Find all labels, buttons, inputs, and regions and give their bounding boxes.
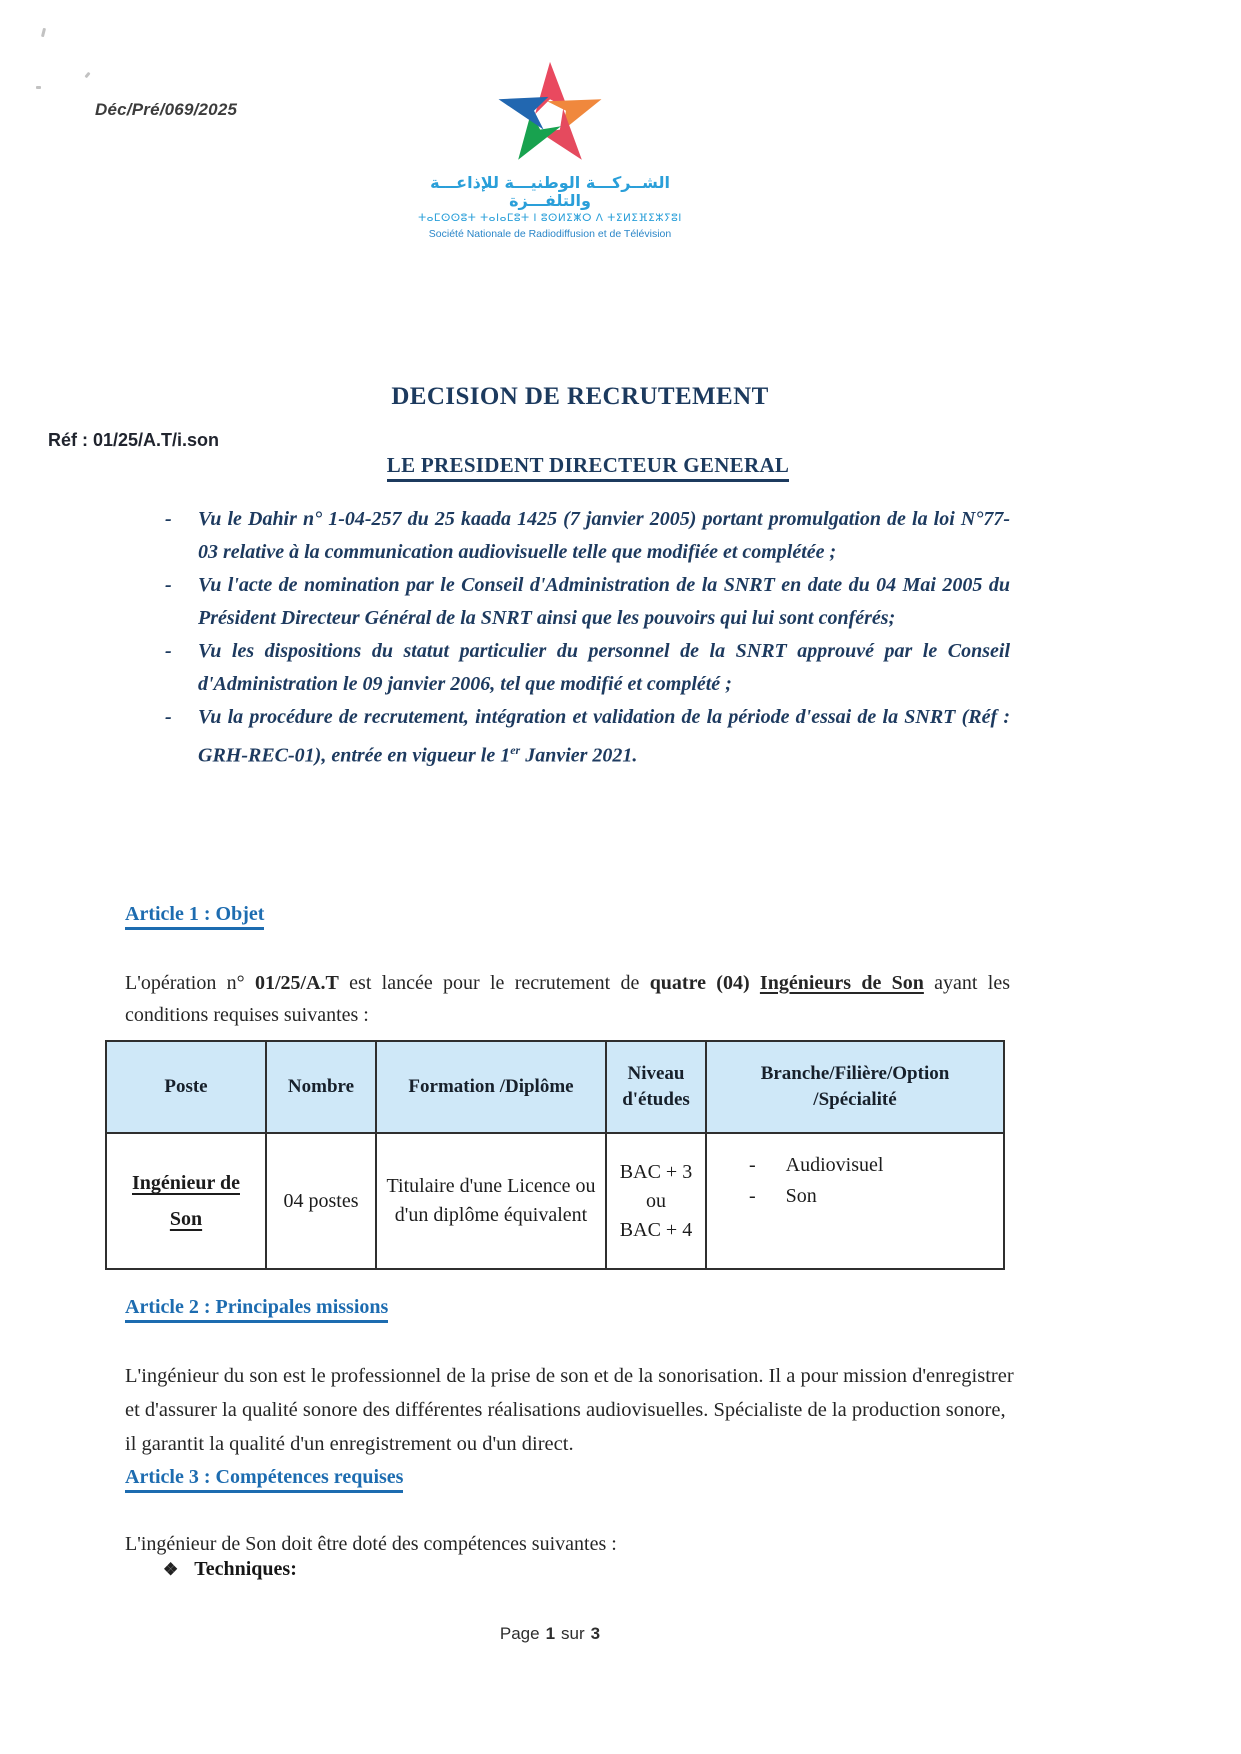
article-2-paragraph: L'ingénieur du son est le professionnel de la prise de son et de la sonorisation. Il a pour mission d'enregistrer et d'assurer la qualité sonore des différentes réalisations audiovisuelles. Spécialiste de la production sonore, il garantit la qualité d'un enregistrement ou d'un direct. xyxy=(125,1364,1014,1455)
branche-value: Son xyxy=(785,1185,817,1207)
niveau-line: BAC + 3 xyxy=(619,1160,693,1183)
list-item xyxy=(165,635,1010,701)
list-item-text: Vu le Dahir n° 1-04-257 du 25 kaada 1425 (7 janvier 2005) portant promulgation de la loi N°77-03 relative à la communication audiovisuelle telle que modifiée et complétée ; xyxy=(198,508,1010,563)
snrt-logo xyxy=(415,60,685,240)
branche-value: Audiovisuel xyxy=(785,1154,884,1176)
article-2-heading-text: Article 2 : Principales missions xyxy=(125,1296,388,1323)
current-page-number: 1 xyxy=(545,1624,556,1643)
logo-tifinagh-name: ⵜⴰⵎⵙⵙⵓⵜ ⵜⴰⵏⴰⵎⵓⵜ ⵏ ⵓⵙⵍⵉⵥⵔ ⴷ ⵜⵉⵍⵉⴼⵉⵣⵢⵓⵏ xyxy=(418,212,682,224)
list-item-text: Vu l'acte de nomination par le Conseil d'Administration de la SNRT en date du 04 Mai 2005 du Président Directeur Général de la SNRT ainsi que les pouvoirs qui lui sont conférés; xyxy=(198,574,1010,629)
list-item-marker: - xyxy=(165,706,172,728)
cell-poste xyxy=(106,1133,266,1269)
diamond-bullet-icon: ❖ xyxy=(163,1560,179,1579)
subtitle-text: LE PRESIDENT DIRECTEUR GENERAL xyxy=(387,453,789,482)
operation-reference: Réf : 01/25/A.T/i.son xyxy=(48,430,220,450)
article-1-paragraph xyxy=(125,968,1010,1031)
logo-arabic-name: الشــركـــة الوطنيـــة للإذاعـــة والتلفـــزة xyxy=(430,173,670,210)
article-3-intro: L'ingénieur de Son doit être doté des compétences suivantes : xyxy=(125,1533,617,1555)
footer-prefix: Page xyxy=(499,1624,540,1643)
positions-count: quatre (04) xyxy=(649,972,750,994)
scan-artifact xyxy=(84,72,90,79)
ordinal-superscript: er xyxy=(510,743,521,757)
col-header-formation: Formation /Diplôme xyxy=(376,1041,606,1133)
list-item-marker: - xyxy=(749,1154,756,1176)
operation-number: 01/25/A.T xyxy=(254,972,339,994)
col-header-nombre: Nombre xyxy=(266,1041,376,1133)
document-title: DECISION DE RECRUTEMENT xyxy=(391,383,769,410)
list-item-text: Vu les dispositions du statut particulier du personnel de la SNRT approuvé par le Conseil d'Administration le 09 janvier 2006, tel que modifié et complété ; xyxy=(198,640,1010,695)
legal-considerations-list xyxy=(165,503,1010,773)
paragraph-text: ayant les conditions requises suivantes : xyxy=(125,972,1010,1026)
list-item xyxy=(165,701,1010,773)
article-2-heading xyxy=(125,1296,388,1319)
scan-artifact xyxy=(36,86,41,89)
cell-branche xyxy=(706,1133,1004,1269)
cell-formation: Titulaire d'une Licence ou d'un diplôme équivalent xyxy=(376,1133,606,1269)
list-item xyxy=(165,569,1010,635)
list-item-marker: - xyxy=(165,640,172,662)
col-header-branche: Branche/Filière/Option /Spécialité xyxy=(706,1041,1004,1133)
poste-value: Ingénieur de Son xyxy=(132,1172,240,1230)
document-subtitle xyxy=(16,453,1160,478)
branche-item xyxy=(749,1150,997,1181)
branche-item xyxy=(749,1181,997,1212)
niveau-line: BAC + 4 xyxy=(619,1218,693,1241)
cell-niveau xyxy=(606,1133,706,1269)
total-page-number: 3 xyxy=(590,1624,601,1643)
page-footer xyxy=(0,1624,1100,1644)
cell-nombre: 04 postes xyxy=(266,1133,376,1269)
article-3-heading-text: Article 3 : Compétences requises xyxy=(125,1466,403,1493)
paragraph-text: L'opération n° xyxy=(125,972,255,994)
niveau-line: ou xyxy=(646,1189,666,1212)
list-item-marker: - xyxy=(165,574,172,596)
list-item-marker: - xyxy=(165,508,172,530)
requirements-table xyxy=(105,1040,1005,1270)
doc-reference-code: Déc/Pré/069/2025 xyxy=(95,100,238,119)
table-row xyxy=(106,1133,1004,1269)
techniques-bullet xyxy=(163,1558,297,1581)
list-item-text-post: Janvier 2021. xyxy=(520,744,638,767)
col-header-niveau: Niveau d'études xyxy=(606,1041,706,1133)
job-title: Ingénieurs de Son xyxy=(759,972,924,994)
scan-artifact xyxy=(41,28,46,37)
list-item xyxy=(165,503,1010,569)
footer-separator: sur xyxy=(561,1624,585,1643)
article-1-heading xyxy=(125,903,264,926)
col-header-poste: Poste xyxy=(106,1041,266,1133)
paragraph-text: est lancée pour le recrutement de xyxy=(338,972,650,994)
techniques-label: Techniques: xyxy=(194,1558,297,1580)
article-3-heading xyxy=(125,1466,403,1489)
list-item-text-pre: Vu la procédure de recrutement, intégration et validation de la période d'essai de la SNRT (Réf : GRH-REC-01), entrée en vigueur le 1 xyxy=(198,706,1010,767)
paragraph-text xyxy=(750,972,760,994)
list-item-marker: - xyxy=(749,1185,756,1207)
table-header-row xyxy=(106,1041,1004,1133)
article-1-heading-text: Article 1 : Objet xyxy=(125,903,264,930)
logo-french-name: Société Nationale de Radiodiffusion et de Télévision xyxy=(428,228,672,240)
snrt-star-icon xyxy=(493,60,607,172)
list-item-text xyxy=(198,701,1010,773)
